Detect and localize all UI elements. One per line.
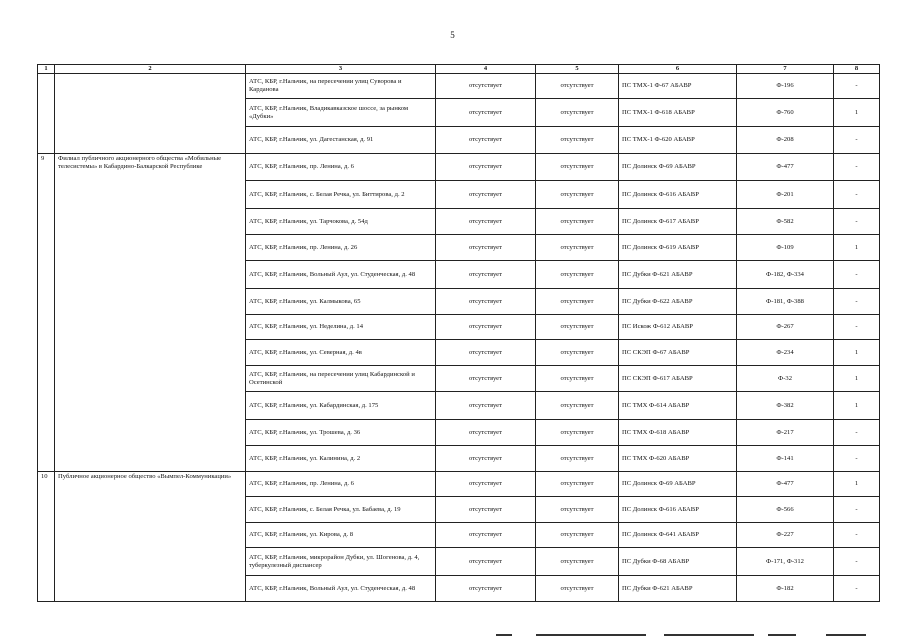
category-cell: 1 xyxy=(834,99,880,127)
status-cell: отсутствует xyxy=(436,497,536,523)
table-row xyxy=(38,472,880,497)
address-cell: АТС, КБР, г.Нальчик, ул. Кабардинская, д. 175 xyxy=(246,392,436,420)
status-cell: отсутствует xyxy=(436,523,536,548)
feeder-cell: Ф-208 xyxy=(737,127,834,154)
status-cell: отсутствует xyxy=(436,576,536,602)
category-cell: - xyxy=(834,74,880,99)
feeder-cell: Ф-227 xyxy=(737,523,834,548)
page-number: 5 xyxy=(450,30,455,40)
feeder-cell: Ф-201 xyxy=(737,181,834,209)
status-cell: отсутствует xyxy=(536,74,619,99)
table-row xyxy=(38,154,880,181)
substation-cell: ПС Дубки Ф-622 АБАВР xyxy=(619,289,737,315)
header-cell: 7 xyxy=(737,65,834,74)
substation-cell: ПС Долинск Ф-69 АБАВР xyxy=(619,154,737,181)
category-cell: - xyxy=(834,127,880,154)
category-cell: - xyxy=(834,523,880,548)
status-cell: отсутствует xyxy=(436,127,536,154)
substation-cell: ПС ТМХ Ф-614 АБАВР xyxy=(619,392,737,420)
category-cell: 1 xyxy=(834,366,880,392)
category-cell: - xyxy=(834,209,880,235)
status-cell: отсутствует xyxy=(536,366,619,392)
status-cell: отсутствует xyxy=(536,472,619,497)
scan-marks xyxy=(496,634,876,637)
status-cell: отсутствует xyxy=(436,99,536,127)
address-cell: АТС, КБР, г.Нальчик, пр. Ленина, д. 6 xyxy=(246,472,436,497)
status-cell: отсутствует xyxy=(536,289,619,315)
address-cell: АТС, КБР, г.Нальчик, ул. Дагестанская, д. 91 xyxy=(246,127,436,154)
feeder-cell: Ф-181, Ф-388 xyxy=(737,289,834,315)
category-cell: 1 xyxy=(834,472,880,497)
status-cell: отсутствует xyxy=(436,261,536,289)
category-cell: - xyxy=(834,181,880,209)
status-cell: отсутствует xyxy=(436,235,536,261)
status-cell: отсутствует xyxy=(436,340,536,366)
substation-cell: ПС Долинск Ф-617 АБАВР xyxy=(619,209,737,235)
status-cell: отсутствует xyxy=(536,127,619,154)
category-cell: 1 xyxy=(834,235,880,261)
feeder-cell: Ф-171, Ф-312 xyxy=(737,548,834,576)
status-cell: отсутствует xyxy=(436,209,536,235)
status-cell: отсутствует xyxy=(436,548,536,576)
feeder-cell: Ф-234 xyxy=(737,340,834,366)
status-cell: отсутствует xyxy=(536,523,619,548)
substation-cell: ПС Долинск Ф-616 АБАВР xyxy=(619,497,737,523)
address-cell: АТС, КБР, г.Нальчик, с. Белая Речка, ул. Биттирова, д. 2 xyxy=(246,181,436,209)
category-cell: - xyxy=(834,497,880,523)
substation-cell: ПС ТМХ Ф-618 АБАВР xyxy=(619,420,737,446)
header-cell: 2 xyxy=(55,65,246,74)
category-cell: - xyxy=(834,576,880,602)
status-cell: отсутствует xyxy=(536,261,619,289)
address-cell: АТС, КБР, г.Нальчик, ул. Кирова, д. 8 xyxy=(246,523,436,548)
status-cell: отсутствует xyxy=(536,392,619,420)
feeder-cell: Ф-760 xyxy=(737,99,834,127)
address-cell: АТС, КБР, г.Нальчик, микрорайон Дубки, ул. Шогенова, д. 4, туберкулезный диспансер xyxy=(246,548,436,576)
header-cell: 4 xyxy=(436,65,536,74)
feeder-cell: Ф-32 xyxy=(737,366,834,392)
document-table xyxy=(37,64,880,602)
status-cell: отсутствует xyxy=(536,235,619,261)
status-cell: отсутствует xyxy=(536,576,619,602)
category-cell: - xyxy=(834,289,880,315)
feeder-cell: Ф-477 xyxy=(737,472,834,497)
table-body xyxy=(38,65,880,602)
category-cell: - xyxy=(834,420,880,446)
address-cell: АТС, КБР, г.Нальчик, ул. Калинина, д. 2 xyxy=(246,446,436,472)
substation-cell: ПС Дубки Ф-621 АБАВР xyxy=(619,576,737,602)
category-cell: - xyxy=(834,548,880,576)
status-cell: отсутствует xyxy=(436,472,536,497)
status-cell: отсутствует xyxy=(436,181,536,209)
status-cell: отсутствует xyxy=(436,446,536,472)
substation-cell: ПС Долинск Ф-641 АБАВР xyxy=(619,523,737,548)
feeder-cell: Ф-382 xyxy=(737,392,834,420)
feeder-cell: Ф-182, Ф-334 xyxy=(737,261,834,289)
status-cell: отсутствует xyxy=(436,315,536,340)
substation-cell: ПС Искож Ф-612 АБАВР xyxy=(619,315,737,340)
category-cell: - xyxy=(834,261,880,289)
status-cell: отсутствует xyxy=(536,340,619,366)
header-cell: 8 xyxy=(834,65,880,74)
category-cell: 1 xyxy=(834,340,880,366)
address-cell: АТС, КБР, г.Нальчик, Вольный Аул, ул. Студенческая, д. 48 xyxy=(246,576,436,602)
status-cell: отсутствует xyxy=(436,154,536,181)
header-cell: 1 xyxy=(38,65,55,74)
category-cell: - xyxy=(834,446,880,472)
address-cell: АТС, КБР, г.Нальчик, на пересечении улиц Суворова и Карданова xyxy=(246,74,436,99)
row-number: 9 xyxy=(38,154,55,472)
substation-cell: ПС СКЭП Ф-617 АБАВР xyxy=(619,366,737,392)
substation-cell: ПС Долинск Ф-619 АБАВР xyxy=(619,235,737,261)
status-cell: отсутствует xyxy=(536,181,619,209)
category-cell: - xyxy=(834,315,880,340)
feeder-cell: Ф-109 xyxy=(737,235,834,261)
feeder-cell: Ф-141 xyxy=(737,446,834,472)
status-cell: отсутствует xyxy=(536,154,619,181)
address-cell: АТС, КБР, г.Нальчик, пр. Ленина, д. 26 xyxy=(246,235,436,261)
address-cell: АТС, КБР, г.Нальчик, Владикавказское шоссе, за рынком «Дубки» xyxy=(246,99,436,127)
address-cell: АТС, КБР, г.Нальчик, ул. Тарчокова, д. 54д xyxy=(246,209,436,235)
row-number: 10 xyxy=(38,472,55,602)
organization-name: Филиал публичного акционерного общества «Мобильные телесистемы» в Кабардино-Балкарской Республике xyxy=(55,154,246,472)
address-cell: АТС, КБР, г.Нальчик, на пересечении улиц Кабардинской и Осетинской xyxy=(246,366,436,392)
organization-name: Публичное акционерное общество «Вымпел-Коммуникации» xyxy=(55,472,246,602)
feeder-cell: Ф-582 xyxy=(737,209,834,235)
status-cell: отсутствует xyxy=(536,315,619,340)
feeder-cell: Ф-477 xyxy=(737,154,834,181)
feeder-cell: Ф-196 xyxy=(737,74,834,99)
category-cell: 1 xyxy=(834,392,880,420)
header-cell: 6 xyxy=(619,65,737,74)
substation-cell: ПС СКЭП Ф-67 АБАВР xyxy=(619,340,737,366)
substation-cell: ПС Долинск Ф-69 АБАВР xyxy=(619,472,737,497)
status-cell: отсутствует xyxy=(536,420,619,446)
address-cell: АТС, КБР, г.Нальчик, пр. Ленина, д. 6 xyxy=(246,154,436,181)
organization-name xyxy=(55,74,246,154)
table-row xyxy=(38,74,880,99)
address-cell: АТС, КБР, г.Нальчик, с. Белая Речка, ул. Бабаева, д. 19 xyxy=(246,497,436,523)
status-cell: отсутствует xyxy=(436,366,536,392)
feeder-cell: Ф-566 xyxy=(737,497,834,523)
category-cell: - xyxy=(834,154,880,181)
status-cell: отсутствует xyxy=(536,548,619,576)
address-cell: АТС, КБР, г.Нальчик, ул. Калмыкова, 65 xyxy=(246,289,436,315)
substation-cell: ПС Дубки Ф-68 АБАВР xyxy=(619,548,737,576)
feeder-cell: Ф-217 xyxy=(737,420,834,446)
status-cell: отсутствует xyxy=(536,99,619,127)
address-cell: АТС, КБР, г.Нальчик, ул. Северная, д. 4в xyxy=(246,340,436,366)
address-cell: АТС, КБР, г.Нальчик, Вольный Аул, ул. Студенческая, д. 48 xyxy=(246,261,436,289)
substation-cell: ПС ТМХ-1 Ф-620 АБАВР xyxy=(619,127,737,154)
address-cell: АТС, КБР, г.Нальчик, ул. Неделина, д. 14 xyxy=(246,315,436,340)
status-cell: отсутствует xyxy=(436,74,536,99)
header-cell: 3 xyxy=(246,65,436,74)
status-cell: отсутствует xyxy=(536,497,619,523)
feeder-cell: Ф-267 xyxy=(737,315,834,340)
substation-cell: ПС ТМХ-1 Ф-618 АБАВР xyxy=(619,99,737,127)
substation-cell: ПС Дубки Ф-621 АБАВР xyxy=(619,261,737,289)
status-cell: отсутствует xyxy=(536,446,619,472)
status-cell: отсутствует xyxy=(436,289,536,315)
header-row xyxy=(38,65,880,74)
substation-cell: ПС ТМХ Ф-620 АБАВР xyxy=(619,446,737,472)
status-cell: отсутствует xyxy=(436,420,536,446)
header-cell: 5 xyxy=(536,65,619,74)
substation-cell: ПС Долинск Ф-616 АБАВР xyxy=(619,181,737,209)
status-cell: отсутствует xyxy=(436,392,536,420)
address-cell: АТС, КБР, г.Нальчик, ул. Трошева, д. 36 xyxy=(246,420,436,446)
status-cell: отсутствует xyxy=(536,209,619,235)
row-number xyxy=(38,74,55,154)
substation-cell: ПС ТМХ-1 Ф-67 АБАВР xyxy=(619,74,737,99)
feeder-cell: Ф-182 xyxy=(737,576,834,602)
